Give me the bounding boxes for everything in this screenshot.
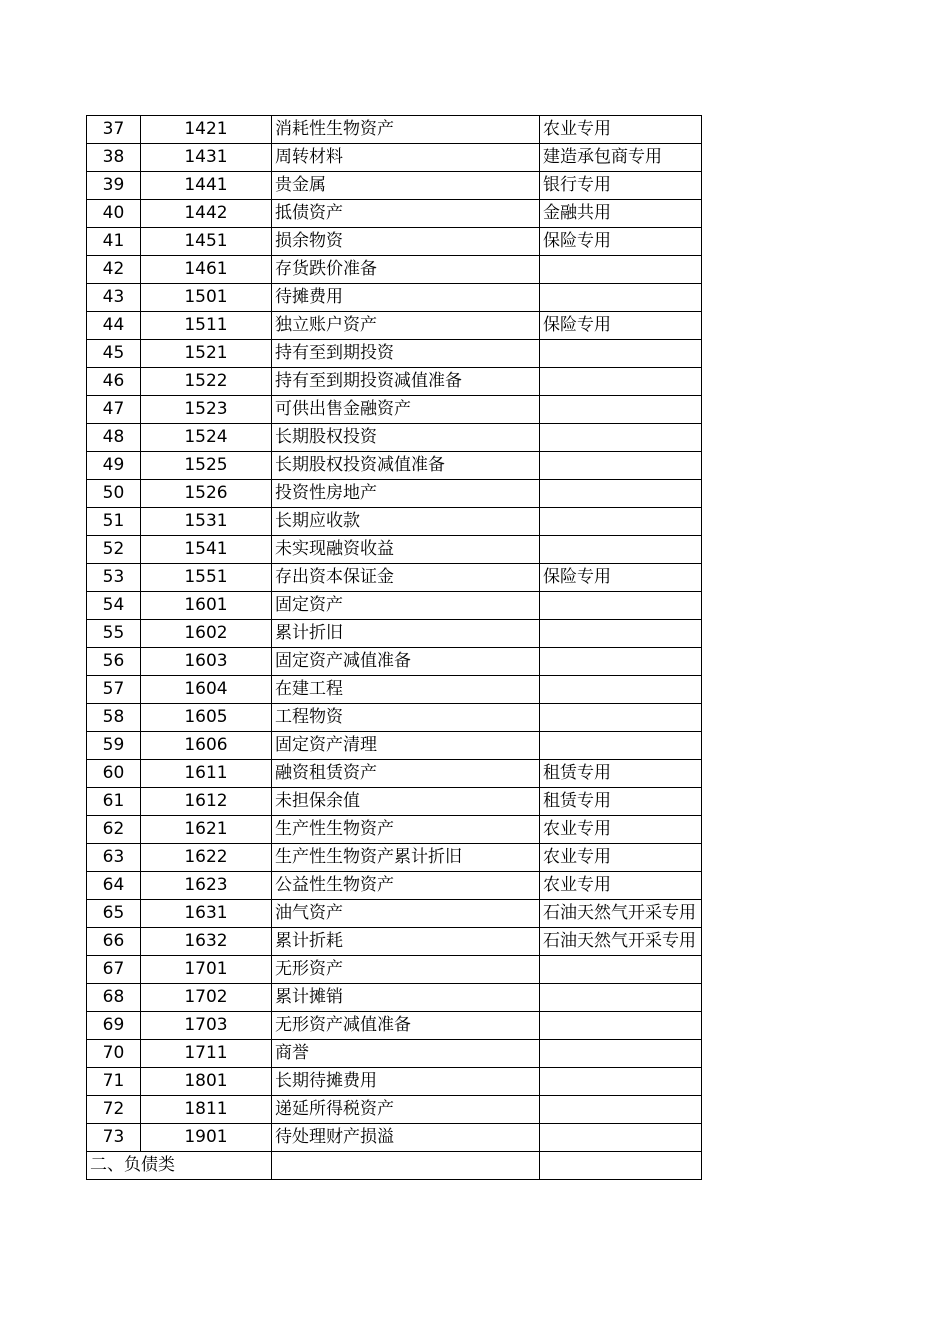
account-name-cell: 贵金属 — [272, 172, 540, 200]
row-number-cell: 50 — [87, 480, 141, 508]
row-number-cell: 45 — [87, 340, 141, 368]
table-row — [87, 424, 702, 452]
account-name-cell: 消耗性生物资产 — [272, 116, 540, 144]
row-number-cell: 54 — [87, 592, 141, 620]
account-code-cell: 1811 — [141, 1096, 272, 1124]
account-name-cell: 长期待摊费用 — [272, 1068, 540, 1096]
usage-note-cell — [540, 1096, 702, 1124]
row-number-cell: 53 — [87, 564, 141, 592]
account-code-cell: 1703 — [141, 1012, 272, 1040]
account-code-cell: 1441 — [141, 172, 272, 200]
account-name-cell: 投资性房地产 — [272, 480, 540, 508]
table-row — [87, 1012, 702, 1040]
table-row — [87, 928, 702, 956]
usage-note-cell: 保险专用 — [540, 312, 702, 340]
row-number-cell: 64 — [87, 872, 141, 900]
account-code-cell: 1606 — [141, 732, 272, 760]
account-code-cell: 1522 — [141, 368, 272, 396]
usage-note-cell: 租赁专用 — [540, 760, 702, 788]
account-name-cell: 无形资产减值准备 — [272, 1012, 540, 1040]
row-number-cell: 37 — [87, 116, 141, 144]
account-name-cell: 累计折耗 — [272, 928, 540, 956]
account-name-cell: 存货跌价准备 — [272, 256, 540, 284]
usage-note-cell — [540, 396, 702, 424]
account-name-cell: 可供出售金融资产 — [272, 396, 540, 424]
account-name-cell: 周转材料 — [272, 144, 540, 172]
table-row — [87, 1124, 702, 1152]
usage-note-cell: 石油天然气开采专用 — [540, 928, 702, 956]
account-code-cell: 1431 — [141, 144, 272, 172]
account-name-cell: 工程物资 — [272, 704, 540, 732]
account-code-cell: 1501 — [141, 284, 272, 312]
account-name-cell: 固定资产清理 — [272, 732, 540, 760]
table-row — [87, 844, 702, 872]
row-number-cell: 44 — [87, 312, 141, 340]
usage-note-cell — [540, 984, 702, 1012]
usage-note-cell — [540, 536, 702, 564]
account-name-cell: 累计摊销 — [272, 984, 540, 1012]
row-number-cell: 56 — [87, 648, 141, 676]
table-row — [87, 312, 702, 340]
account-name-cell: 公益性生物资产 — [272, 872, 540, 900]
account-code-cell: 1623 — [141, 872, 272, 900]
table-row — [87, 340, 702, 368]
account-code-cell: 1612 — [141, 788, 272, 816]
account-name-cell: 抵债资产 — [272, 200, 540, 228]
table-row — [87, 1096, 702, 1124]
row-number-cell: 47 — [87, 396, 141, 424]
table-row — [87, 508, 702, 536]
usage-note-cell — [540, 732, 702, 760]
row-number-cell: 60 — [87, 760, 141, 788]
row-number-cell: 61 — [87, 788, 141, 816]
row-number-cell: 49 — [87, 452, 141, 480]
row-number-cell: 62 — [87, 816, 141, 844]
table-row — [87, 732, 702, 760]
account-code-cell: 1701 — [141, 956, 272, 984]
table-row — [87, 816, 702, 844]
account-code-cell: 1525 — [141, 452, 272, 480]
account-name-cell: 长期股权投资减值准备 — [272, 452, 540, 480]
account-code-cell: 1611 — [141, 760, 272, 788]
account-name-cell: 未担保余值 — [272, 788, 540, 816]
account-name-cell: 持有至到期投资 — [272, 340, 540, 368]
table-row — [87, 368, 702, 396]
table-row — [87, 536, 702, 564]
row-number-cell: 67 — [87, 956, 141, 984]
usage-note-cell — [540, 676, 702, 704]
row-number-cell: 38 — [87, 144, 141, 172]
row-number-cell: 42 — [87, 256, 141, 284]
usage-note-cell — [540, 368, 702, 396]
usage-note-cell — [540, 648, 702, 676]
account-name-cell: 待处理财产损溢 — [272, 1124, 540, 1152]
account-code-cell: 1601 — [141, 592, 272, 620]
account-name-cell: 生产性生物资产 — [272, 816, 540, 844]
account-code-cell: 1901 — [141, 1124, 272, 1152]
account-code-cell: 1521 — [141, 340, 272, 368]
row-number-cell: 65 — [87, 900, 141, 928]
account-code-cell: 1421 — [141, 116, 272, 144]
row-number-cell: 43 — [87, 284, 141, 312]
account-name-cell: 无形资产 — [272, 956, 540, 984]
table-row — [87, 620, 702, 648]
table-row — [87, 900, 702, 928]
table-row — [87, 872, 702, 900]
account-name-cell: 未实现融资收益 — [272, 536, 540, 564]
table-row — [87, 760, 702, 788]
table-row — [87, 200, 702, 228]
account-name-cell: 在建工程 — [272, 676, 540, 704]
row-number-cell: 39 — [87, 172, 141, 200]
account-code-cell: 1604 — [141, 676, 272, 704]
account-code-cell: 1605 — [141, 704, 272, 732]
usage-note-cell — [540, 340, 702, 368]
usage-note-cell — [540, 592, 702, 620]
row-number-cell: 71 — [87, 1068, 141, 1096]
account-name-cell: 存出资本保证金 — [272, 564, 540, 592]
row-number-cell: 58 — [87, 704, 141, 732]
table-row — [87, 984, 702, 1012]
usage-note-cell — [540, 284, 702, 312]
account-name-cell: 融资租赁资产 — [272, 760, 540, 788]
row-number-cell: 55 — [87, 620, 141, 648]
table-row — [87, 116, 702, 144]
account-code-cell: 1442 — [141, 200, 272, 228]
account-name-cell: 持有至到期投资减值准备 — [272, 368, 540, 396]
account-name-cell: 待摊费用 — [272, 284, 540, 312]
empty-cell — [540, 1152, 702, 1180]
row-number-cell: 46 — [87, 368, 141, 396]
usage-note-cell: 农业专用 — [540, 816, 702, 844]
account-code-cell: 1801 — [141, 1068, 272, 1096]
account-name-cell: 油气资产 — [272, 900, 540, 928]
table-row — [87, 172, 702, 200]
row-number-cell: 59 — [87, 732, 141, 760]
account-name-cell: 长期应收款 — [272, 508, 540, 536]
usage-note-cell: 石油天然气开采专用 — [540, 900, 702, 928]
table-row — [87, 284, 702, 312]
table-row — [87, 648, 702, 676]
account-name-cell: 固定资产减值准备 — [272, 648, 540, 676]
row-number-cell: 51 — [87, 508, 141, 536]
table-row — [87, 144, 702, 172]
account-code-cell: 1511 — [141, 312, 272, 340]
account-code-cell: 1451 — [141, 228, 272, 256]
usage-note-cell — [540, 620, 702, 648]
account-code-cell: 1524 — [141, 424, 272, 452]
usage-note-cell: 农业专用 — [540, 116, 702, 144]
table-row — [87, 564, 702, 592]
row-number-cell: 63 — [87, 844, 141, 872]
usage-note-cell: 保险专用 — [540, 228, 702, 256]
usage-note-cell — [540, 1040, 702, 1068]
row-number-cell: 68 — [87, 984, 141, 1012]
row-number-cell: 73 — [87, 1124, 141, 1152]
usage-note-cell: 农业专用 — [540, 844, 702, 872]
account-name-cell: 生产性生物资产累计折旧 — [272, 844, 540, 872]
usage-note-cell — [540, 452, 702, 480]
account-code-cell: 1702 — [141, 984, 272, 1012]
usage-note-cell — [540, 508, 702, 536]
table-row — [87, 256, 702, 284]
table-row — [87, 676, 702, 704]
account-code-cell: 1631 — [141, 900, 272, 928]
usage-note-cell: 农业专用 — [540, 872, 702, 900]
account-code-cell: 1531 — [141, 508, 272, 536]
account-code-cell: 1541 — [141, 536, 272, 564]
usage-note-cell — [540, 424, 702, 452]
usage-note-cell — [540, 1124, 702, 1152]
account-code-cell: 1526 — [141, 480, 272, 508]
table-row — [87, 228, 702, 256]
account-code-cell: 1632 — [141, 928, 272, 956]
account-code-cell: 1621 — [141, 816, 272, 844]
section-label: 二、负债类 — [87, 1152, 272, 1180]
row-number-cell: 40 — [87, 200, 141, 228]
table-row — [87, 956, 702, 984]
section-header-row — [87, 1152, 702, 1180]
row-number-cell: 66 — [87, 928, 141, 956]
account-code-cell: 1461 — [141, 256, 272, 284]
account-name-cell: 商誉 — [272, 1040, 540, 1068]
account-code-cell: 1622 — [141, 844, 272, 872]
usage-note-cell: 金融共用 — [540, 200, 702, 228]
account-name-cell: 固定资产 — [272, 592, 540, 620]
table-row — [87, 592, 702, 620]
row-number-cell: 70 — [87, 1040, 141, 1068]
usage-note-cell — [540, 704, 702, 732]
table-row — [87, 788, 702, 816]
table-row — [87, 452, 702, 480]
accounts-table — [86, 115, 702, 1180]
account-code-cell: 1603 — [141, 648, 272, 676]
usage-note-cell: 建造承包商专用 — [540, 144, 702, 172]
account-name-cell: 损余物资 — [272, 228, 540, 256]
account-name-cell: 长期股权投资 — [272, 424, 540, 452]
row-number-cell: 69 — [87, 1012, 141, 1040]
account-name-cell: 独立账户资产 — [272, 312, 540, 340]
row-number-cell: 48 — [87, 424, 141, 452]
usage-note-cell: 银行专用 — [540, 172, 702, 200]
usage-note-cell — [540, 1012, 702, 1040]
usage-note-cell — [540, 256, 702, 284]
row-number-cell: 52 — [87, 536, 141, 564]
usage-note-cell — [540, 956, 702, 984]
account-code-cell: 1523 — [141, 396, 272, 424]
account-name-cell: 累计折旧 — [272, 620, 540, 648]
row-number-cell: 72 — [87, 1096, 141, 1124]
account-code-cell: 1711 — [141, 1040, 272, 1068]
table-row — [87, 1068, 702, 1096]
account-code-cell: 1551 — [141, 564, 272, 592]
table-row — [87, 1040, 702, 1068]
table-row — [87, 480, 702, 508]
table-row — [87, 396, 702, 424]
table-row — [87, 704, 702, 732]
empty-cell — [272, 1152, 540, 1180]
usage-note-cell: 租赁专用 — [540, 788, 702, 816]
usage-note-cell — [540, 1068, 702, 1096]
account-code-cell: 1602 — [141, 620, 272, 648]
row-number-cell: 41 — [87, 228, 141, 256]
accounts-table-body — [87, 116, 702, 1180]
row-number-cell: 57 — [87, 676, 141, 704]
usage-note-cell: 保险专用 — [540, 564, 702, 592]
usage-note-cell — [540, 480, 702, 508]
account-name-cell: 递延所得税资产 — [272, 1096, 540, 1124]
